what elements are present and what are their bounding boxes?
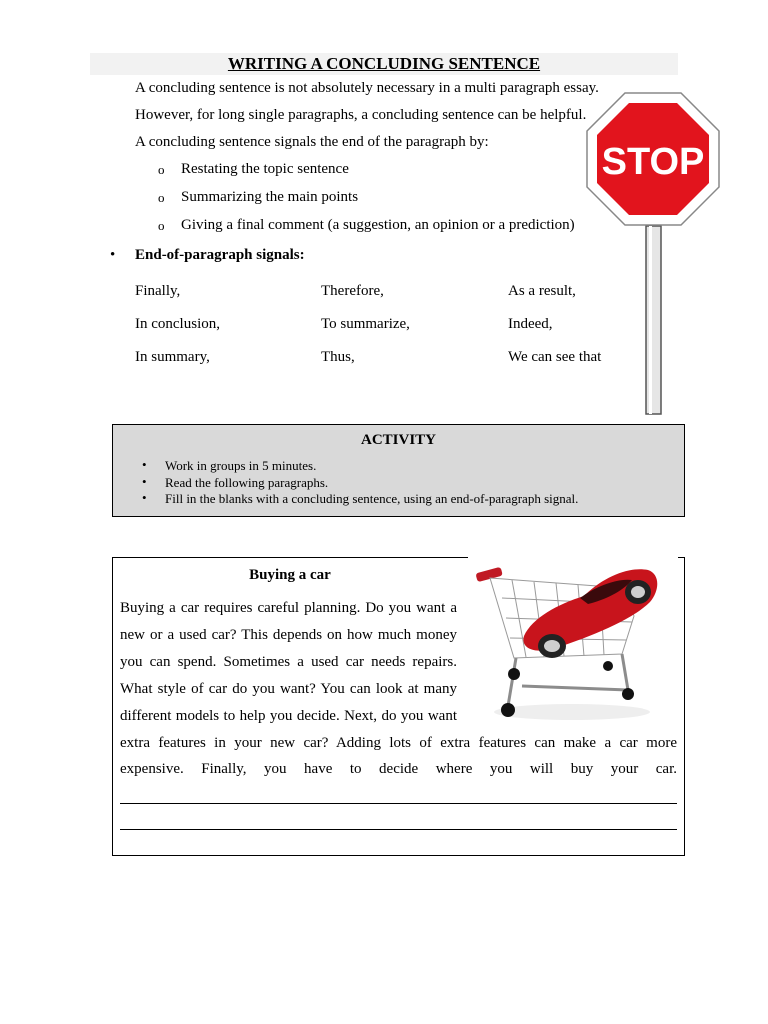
stop-sign-text: STOP — [601, 141, 705, 183]
activity-item: Work in groups in 5 minutes. — [165, 458, 317, 473]
stop-sign-icon — [585, 90, 721, 418]
passage-line: different models to help you decide. Next, do you want — [120, 708, 457, 724]
signal-word: To summarize, — [321, 316, 410, 332]
signal-word: In conclusion, — [135, 316, 220, 332]
signal-word: Therefore, — [321, 283, 384, 299]
passage-line: What style of car do you want? You can look at many — [120, 681, 457, 697]
signals-heading: End-of-paragraph signals: — [135, 247, 305, 263]
activity-item: Read the following paragraphs. — [165, 475, 329, 490]
bullet-dot: • — [142, 474, 147, 489]
passage-title: Buying a car — [249, 567, 331, 583]
passage-line: expensive. Finally, you have to decide where you will buy your car. — [120, 761, 677, 777]
method-summarize: Summarizing the main points — [181, 189, 359, 205]
answer-blank-line — [120, 829, 677, 830]
signal-word: Finally, — [135, 283, 181, 299]
bullet-dot: • — [142, 457, 147, 472]
activity-title: ACTIVITY — [360, 432, 436, 448]
intro-line-2: However, for long single paragraphs, a concluding sentence can be helpful. — [135, 107, 587, 123]
passage-line: Buying a car requires careful planning. Do you want a — [120, 600, 457, 616]
activity-item: Fill in the blanks with a concluding sentence, using an end-of-paragraph signal. — [165, 491, 579, 506]
bullet-dot: • — [142, 490, 147, 505]
page-title: WRITING A CONCLUDING SENTENCE — [227, 54, 541, 73]
shopping-cart-car-icon — [472, 558, 664, 724]
answer-blank-line — [120, 803, 677, 804]
intro-line-3: A concluding sentence signals the end of the paragraph by: — [135, 134, 489, 150]
signal-word: Thus, — [321, 349, 355, 365]
list-bullet: o — [158, 162, 165, 177]
signal-word: In summary, — [135, 349, 210, 365]
list-bullet: o — [158, 218, 165, 233]
passage-line: new or a used car? This depends on how much money — [120, 627, 457, 643]
passage-line: extra features in your new car? Adding lots of extra features can make a car more — [120, 735, 677, 751]
signal-word: Indeed, — [508, 316, 553, 332]
intro-line-1: A concluding sentence is not absolutely necessary in a multi paragraph essay. — [135, 80, 599, 96]
list-bullet: o — [158, 190, 165, 205]
signal-word: We can see that — [508, 349, 602, 365]
bullet-dot: • — [110, 247, 116, 263]
method-restate: Restating the topic sentence — [181, 161, 349, 177]
signal-word: As a result, — [508, 283, 576, 299]
passage-line: you can spend. Sometimes a used car needs repairs. — [120, 654, 457, 670]
method-final-comment: Giving a final comment (a suggestion, an opinion or a prediction) — [181, 217, 575, 233]
